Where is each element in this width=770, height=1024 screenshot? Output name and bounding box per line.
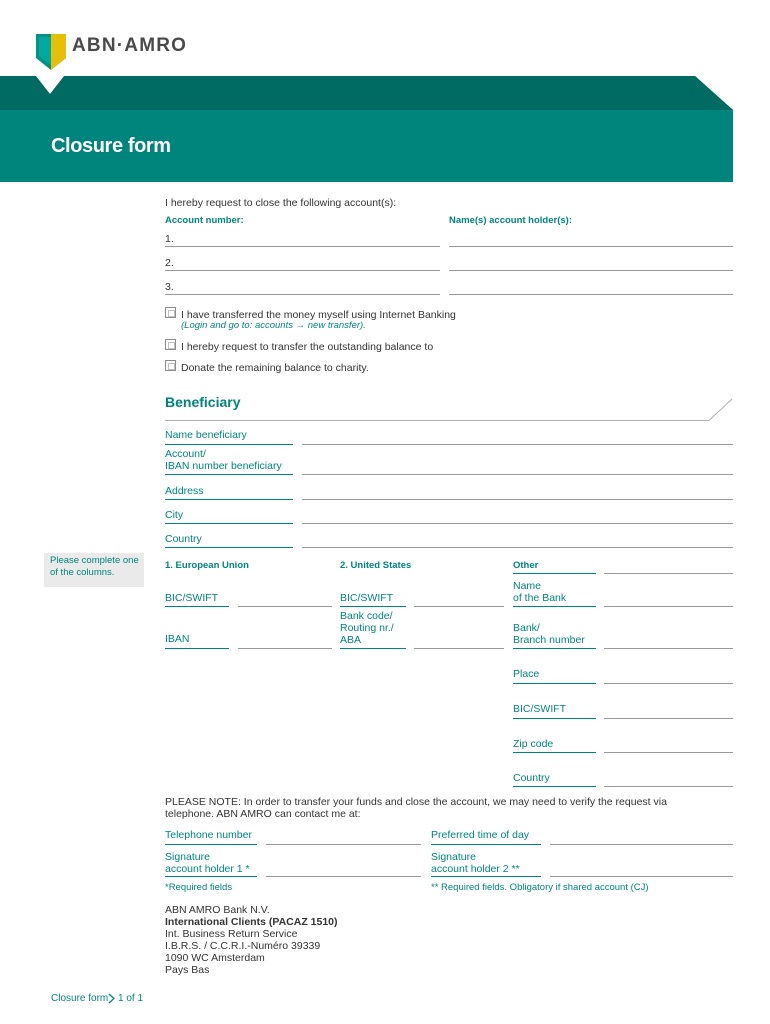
- us-bic-label: BIC/SWIFT: [340, 592, 394, 604]
- abn-amro-logo-icon: [36, 34, 66, 72]
- account-number-field-2[interactable]: [165, 270, 440, 271]
- name-beneficiary-field[interactable]: [302, 444, 733, 445]
- other-header: Other: [513, 560, 539, 571]
- country-field[interactable]: [302, 547, 733, 548]
- label-underline: [165, 876, 257, 877]
- address-line-6: Pays Bas: [165, 964, 210, 976]
- section-divider: [165, 398, 733, 422]
- account-holders-header: Name(s) account holder(s):: [449, 215, 572, 226]
- internet-banking-option: I have transferred the money myself using Internet Banking: [181, 309, 456, 321]
- label-underline: [340, 606, 406, 607]
- other-place-label: Place: [513, 668, 540, 680]
- label-underline: [165, 547, 293, 548]
- signature-2-field[interactable]: [550, 876, 733, 877]
- eu-bic-field[interactable]: [238, 606, 332, 607]
- preferred-time-field[interactable]: [550, 844, 733, 845]
- other-branch-label-2: Branch number: [513, 634, 585, 646]
- eu-iban-label: IBAN: [165, 633, 190, 645]
- label-underline: [165, 844, 257, 845]
- other-country-field[interactable]: [604, 786, 733, 787]
- chevron-right-icon: [108, 993, 116, 1004]
- label-underline: [165, 648, 229, 649]
- label-underline: [513, 683, 596, 684]
- label-underline: [513, 606, 596, 607]
- account-row-number: 1.: [165, 233, 174, 245]
- label-underline: [165, 474, 293, 475]
- us-bank-code-label-1: Bank code/: [340, 610, 393, 622]
- account-iban-label-2: IBAN number beneficiary: [165, 460, 282, 472]
- us-bank-code-field[interactable]: [414, 648, 504, 649]
- other-bic-field[interactable]: [604, 718, 733, 719]
- account-number-header: Account number:: [165, 215, 244, 226]
- page-title: Closure form: [51, 135, 171, 157]
- label-underline: [513, 573, 596, 574]
- transfer-balance-checkbox[interactable]: [165, 339, 176, 350]
- internet-banking-hint: (Login and go to: accounts → new transfer).: [181, 320, 366, 331]
- please-note-line-2: telephone. ABN AMRO can contact me at:: [165, 808, 361, 820]
- other-zip-field[interactable]: [604, 752, 733, 753]
- european-union-header: 1. European Union: [165, 560, 249, 571]
- label-underline: [513, 718, 596, 719]
- address-label: Address: [165, 485, 204, 497]
- account-holder-field-2[interactable]: [449, 270, 733, 271]
- name-beneficiary-label: Name beneficiary: [165, 429, 247, 441]
- signature-2-label-1: Signature: [431, 851, 476, 863]
- telephone-field[interactable]: [266, 844, 421, 845]
- other-bank-name-field[interactable]: [604, 606, 733, 607]
- transfer-balance-option: I hereby request to transfer the outstanding balance to: [181, 341, 434, 353]
- donate-charity-option: Donate the remaining balance to charity.: [181, 362, 369, 374]
- address-line-1: ABN AMRO Bank N.V.: [165, 904, 270, 916]
- signature-1-label-2: account holder 1 *: [165, 863, 250, 875]
- brand-name: ABN·AMRO: [72, 35, 188, 56]
- city-field[interactable]: [302, 523, 733, 524]
- please-note-line-1: PLEASE NOTE: In order to transfer your funds and close the account, we may need to verify the request via: [165, 796, 667, 808]
- header-banner: [0, 76, 733, 182]
- other-bank-name-label-1: Name: [513, 580, 542, 592]
- account-row-number: 3.: [165, 281, 174, 293]
- other-bic-label: BIC/SWIFT: [513, 703, 567, 715]
- label-underline: [165, 523, 293, 524]
- account-holder-field-3[interactable]: [449, 294, 733, 295]
- label-underline: [513, 786, 596, 787]
- address-field[interactable]: [302, 499, 733, 500]
- label-underline: [165, 606, 229, 607]
- account-number-field-3[interactable]: [165, 294, 440, 295]
- preferred-time-label: Preferred time of day: [431, 829, 530, 841]
- other-country-label: Country: [513, 772, 550, 784]
- us-bank-code-label-3: ABA: [340, 634, 362, 646]
- telephone-label: Telephone number: [165, 829, 252, 841]
- address-line-2: International Clients (PACAZ 1510): [165, 916, 338, 928]
- internet-banking-checkbox[interactable]: [165, 307, 176, 318]
- beneficiary-title: Beneficiary: [165, 394, 241, 410]
- account-row-number: 2.: [165, 257, 174, 269]
- label-underline: [431, 876, 541, 877]
- us-bic-field[interactable]: [414, 606, 504, 607]
- label-underline: [513, 648, 596, 649]
- label-underline: [165, 499, 293, 500]
- required-shared-note: ** Required fields. Obligatory if shared account (CJ): [431, 882, 649, 893]
- united-states-header: 2. United States: [340, 560, 412, 571]
- account-iban-field[interactable]: [302, 474, 733, 475]
- account-number-field-1[interactable]: [165, 246, 440, 247]
- label-underline: [431, 844, 541, 845]
- other-branch-field[interactable]: [604, 648, 733, 649]
- city-label: City: [165, 509, 184, 521]
- label-underline: [513, 752, 596, 753]
- other-header-field[interactable]: [604, 573, 733, 574]
- label-underline: [340, 648, 406, 649]
- required-fields-note: *Required fields: [165, 882, 233, 893]
- account-iban-label-1: Account/: [165, 448, 206, 460]
- signature-1-field[interactable]: [266, 876, 421, 877]
- country-label: Country: [165, 533, 202, 545]
- eu-iban-field[interactable]: [238, 648, 332, 649]
- other-place-field[interactable]: [604, 683, 733, 684]
- other-branch-label-1: Bank/: [513, 622, 540, 634]
- other-zip-label: Zip code: [513, 738, 554, 750]
- footer-form-name: Closure form: [51, 993, 109, 1004]
- eu-bic-label: BIC/SWIFT: [165, 592, 219, 604]
- donate-charity-checkbox[interactable]: [165, 360, 176, 371]
- signature-2-label-2: account holder 2 **: [431, 863, 520, 875]
- request-intro: I hereby request to close the following account(s):: [165, 197, 397, 209]
- signature-1-label-1: Signature: [165, 851, 210, 863]
- other-bank-name-label-2: of the Bank: [513, 592, 567, 604]
- us-bank-code-label-2: Routing nr./: [340, 622, 394, 634]
- address-line-3: Int. Business Return Service: [165, 928, 298, 940]
- label-underline: [165, 444, 293, 445]
- footer-page-number: 1 of 1: [118, 993, 144, 1004]
- complete-one-column-note: Please complete one of the columns.: [50, 555, 139, 578]
- address-line-4: I.B.R.S. / C.C.R.I.-Numéro 39339: [165, 940, 321, 952]
- account-holder-field-1[interactable]: [449, 246, 733, 247]
- address-line-5: 1090 WC Amsterdam: [165, 952, 265, 964]
